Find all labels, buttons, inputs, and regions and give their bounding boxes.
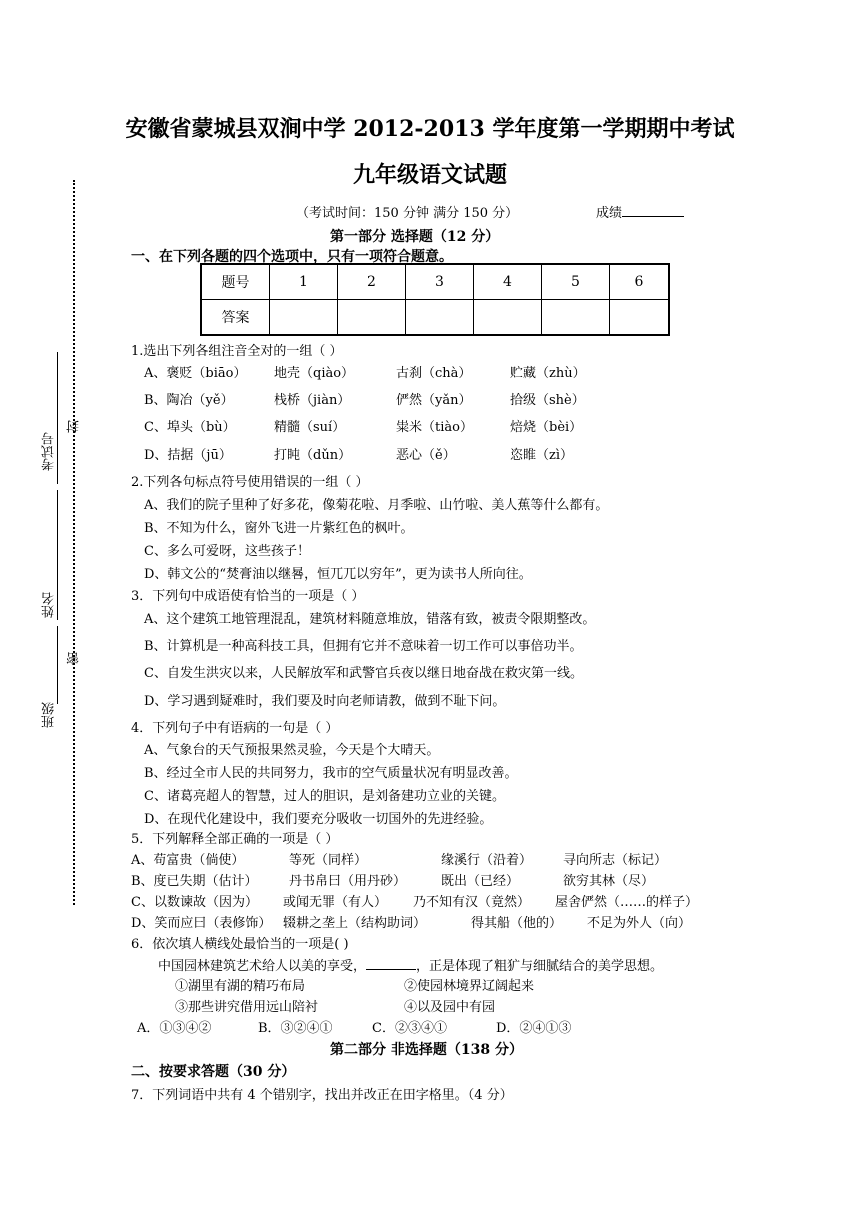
score-label: 成绩 [596,206,623,221]
answer-cell[interactable] [406,300,474,336]
q1-opt: 拾级（shè） [510,393,585,408]
answer-cell[interactable] [270,300,338,336]
class-label: 班级 [42,702,57,728]
q1-opt: 恣睢（zì） [510,448,574,463]
q3-opt: B、计算机是一种高科技工具，但拥有它并不意味着一切工作可以事倍功半。 [144,639,583,654]
table-num: 3 [406,264,474,300]
q5-opt: 屋舍俨然（……的样子） [555,895,699,910]
q5-opt: 欲穷其林（尽） [563,874,655,889]
q6-item: ①湖里有湖的精巧布局 [175,979,306,994]
table-row [201,300,669,336]
q6-item: ③那些讲究借用远山陪衬 [175,1000,319,1015]
answer-cell[interactable] [610,300,670,336]
q3-opt: C、自发生洪灾以来，人民解放军和武警官兵夜以继日地奋战在救灾第一线。 [144,666,583,681]
answer-cell[interactable] [542,300,610,336]
q6-sentence [158,955,663,974]
q5-opt: 辍耕之垄上（结构助词） [283,916,427,931]
q1-opt: 打盹（dǔn） [274,448,352,463]
q6-blank[interactable] [366,969,416,970]
q1-opt: A、褒贬（biāo） [144,366,247,381]
table-num: 6 [610,264,670,300]
q2-stem: 2.下列各句标点符号使用错误的一组（ ） [131,475,369,490]
q1-opt: 焙烧（bèi） [510,420,583,435]
q5-opt: B、度已失期（估计） [131,874,258,889]
q5-opt: A、苟富贵（倘使） [131,853,245,868]
q6-stem: 6．依次填人横线处最恰当的一项是( ) [131,937,349,952]
q6-sentence-b: ，正是体现了粗犷与细腻结合的美学思想。 [416,959,664,974]
q4-opt: B、经过全市人民的共同努力，我市的空气质量状况有明显改善。 [144,766,518,781]
q5-opt: 得其船（他的） [471,916,563,931]
exam-no-label: 考试号 [42,432,57,471]
q5-opt: 既出（已经） [441,874,520,889]
name-line[interactable] [57,490,58,620]
exam-subtitle: 九年级语文试题 [352,162,507,188]
q6-item: ④以及园中有园 [404,1000,496,1015]
q1-opt: 俨然（yǎn） [396,393,472,408]
q7-stem: 7．下列词语中共有 4 个错别字，找出并改正在田字格里。（4 分） [131,1088,513,1103]
q2-opt: D、韩文公的“焚膏油以继晷，恒兀兀以穷年”，更为读书人所向往。 [144,567,532,582]
q3-opt: D、学习遇到疑难时，我们要及时向老师请教，做到不耻下问。 [144,694,506,709]
q1-opt: D、拮据（jū） [144,448,232,463]
q5-opt: 乃不知有汉（竟然） [413,895,531,910]
q4-stem: 4．下列句子中有语病的一句是（ ） [131,721,339,736]
q1-opt: 栈桥（jiàn） [274,393,351,408]
q1-opt: 恶心（ě） [396,448,456,463]
q3-stem: 3．下列句中成语使有恰当的一项是（ ） [131,589,365,604]
q4-opt: C、诸葛亮超人的智慧，过人的胆识，是刘备建功立业的关键。 [144,789,505,804]
q6-choice: D．②④①③ [496,1021,572,1036]
table-num: 5 [542,264,610,300]
q6-choice: B．③②④① [258,1021,333,1036]
seal-mark: 封 [67,420,82,433]
q6-choice: C．②③④① [372,1021,447,1036]
exam-no-line[interactable] [57,352,58,484]
q1-opt: 古刹（chà） [396,366,472,381]
q6-sentence-a: 中国园林建筑艺术给人以美的享受， [158,959,367,974]
q5-opt: 丹书帛曰（用丹砂） [289,874,407,889]
q5-opt: D、笑而应曰（表修饰） [131,916,272,931]
part2-heading: 第二部分 非选择题（138 分） [330,1042,523,1058]
class-line[interactable] [57,626,58,704]
q1-stem: 1.选出下列各组注音全对的一组（ ） [131,344,343,359]
q5-opt: 寻向所志（标记） [563,853,668,868]
q2-opt: C、多么可爱呀，这些孩子！ [144,544,310,559]
q4-opt: D、在现代化建设中，我们要充分吸收一切国外的先进经验。 [144,812,493,827]
q5-opt: 不足为外人（向） [587,916,692,931]
q1-opt: 贮藏（zhù） [510,366,586,381]
q1-opt: C、埠头（bù） [144,420,236,435]
answer-table [200,263,670,336]
score-blank[interactable] [622,204,684,217]
score-field [596,202,684,221]
q1-opt: B、陶冶（yě） [144,393,234,408]
table-num: 2 [338,264,406,300]
q5-opt: 或闻无罪（有人） [283,895,388,910]
q3-opt: A、这个建筑工地管理混乱，建筑材料随意堆放，错落有致，被责令限期整改。 [144,612,596,627]
exam-info: （考试时间：150 分钟 满分 150 分） [296,206,519,221]
answer-cell[interactable] [474,300,542,336]
answer-cell[interactable] [338,300,406,336]
table-answer-label: 答案 [201,300,270,336]
q2-opt: A、我们的院子里种了好多花，像菊花啦、月季啦、山竹啦、美人蕉等什么都有。 [144,498,609,513]
table-num: 4 [474,264,542,300]
section2-heading: 二、按要求答题（30 分） [131,1064,296,1080]
part1-heading: 第一部分 选择题（12 分） [330,229,500,245]
q5-stem: 5．下列解释全部正确的一项是（ ） [131,832,339,847]
q2-opt: B、不知为什么，窗外飞进一片紫红色的枫叶。 [144,521,414,536]
secret-mark: 密 [67,652,82,665]
exam-title: 安徽省蒙城县双涧中学 2012-2013 学年度第一学期期中考试 [125,116,735,142]
name-label: 姓名 [42,592,57,618]
section1-heading: 一、在下列各题的四个选项中，只有一项符合题意。 [131,249,453,265]
q1-opt: 精髓（suí） [274,420,346,435]
binding-dotted-line [73,180,75,905]
q5-opt: 等死（同样） [289,853,368,868]
q4-opt: A、气象台的天气预报果然灵验，今天是个大晴天。 [144,743,440,758]
table-num: 1 [270,264,338,300]
table-row [201,264,669,300]
q1-opt: 粜米（tiào） [396,420,473,435]
q5-opt: 缘溪行（沿着） [441,853,533,868]
q6-item: ②使园林境界辽阔起来 [404,979,535,994]
table-head-label: 题号 [201,264,270,300]
q6-choice: A．①③④② [137,1021,212,1036]
q1-opt: 地壳（qiào） [274,366,355,381]
q5-opt: C、以数谏故（因为） [131,895,258,910]
